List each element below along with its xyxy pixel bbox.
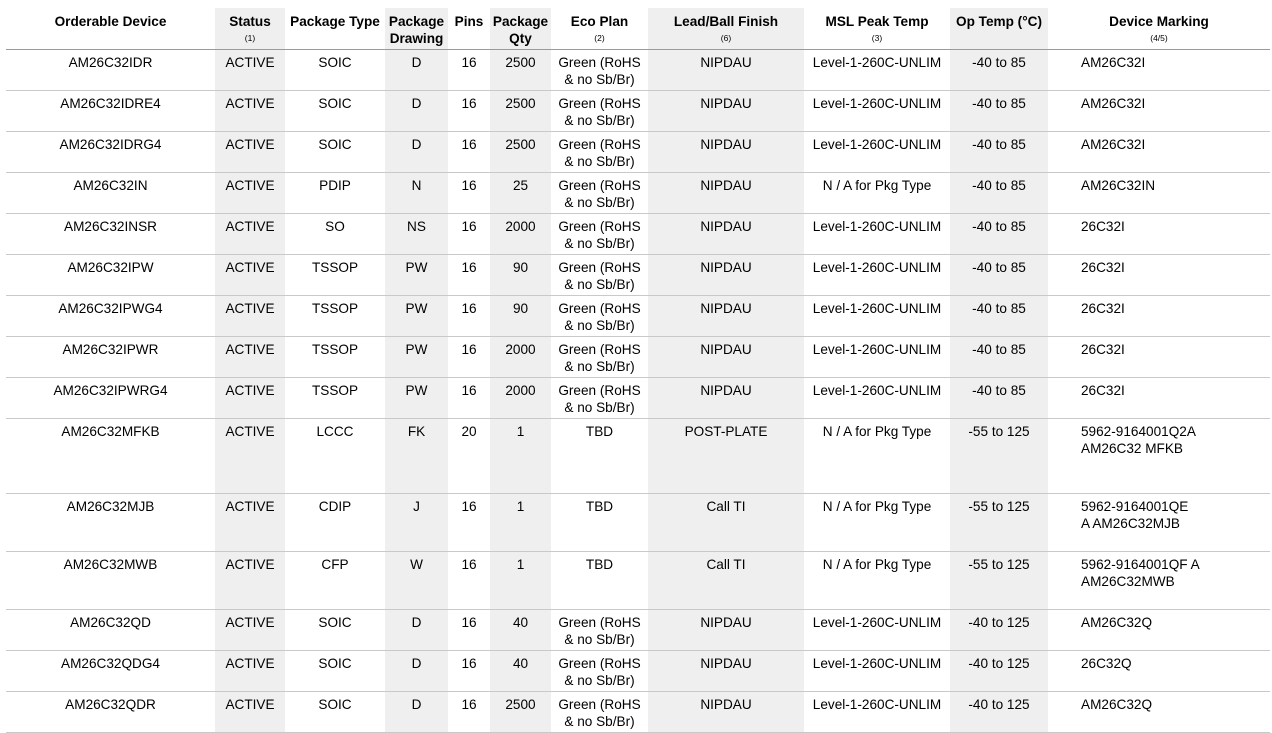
cell-package-qty: 90 — [490, 296, 551, 337]
cell-status: ACTIVE — [215, 494, 285, 552]
cell-op-temp: -40 to 125 — [950, 692, 1048, 733]
cell-status: ACTIVE — [215, 610, 285, 651]
cell-device-marking — [1048, 610, 1270, 651]
cell-orderable-device: AM26C32INSR — [6, 214, 215, 255]
cell-package-type: TSSOP — [285, 296, 385, 337]
cell-package-drawing: PW — [385, 378, 448, 419]
header-note: (6) — [720, 33, 732, 43]
header-label: Package Drawing — [388, 14, 445, 46]
cell-orderable-device: AM26C32IDRG4 — [6, 132, 215, 173]
cell-package-type: CDIP — [285, 494, 385, 552]
cell-status: ACTIVE — [215, 337, 285, 378]
cell-pins: 16 — [448, 214, 490, 255]
device-marking-text: 26C32I — [1081, 301, 1125, 316]
device-marking-text: AM26C32IN — [1081, 178, 1156, 193]
cell-package-qty: 2500 — [490, 91, 551, 132]
cell-status: ACTIVE — [215, 419, 285, 494]
cell-package-qty: 2000 — [490, 337, 551, 378]
cell-device-marking — [1048, 419, 1270, 494]
header-pins — [448, 8, 490, 50]
table-row — [6, 552, 1270, 610]
cell-eco-plan — [551, 50, 648, 91]
cell-msl-peak-temp: Level-1-260C-UNLIM — [804, 214, 950, 255]
eco-plan-text: Green (RoHS & no Sb/Br) — [558, 96, 641, 128]
header-package-qty — [490, 8, 551, 50]
header-label: Status — [229, 14, 271, 29]
cell-orderable-device: AM26C32QD — [6, 610, 215, 651]
cell-msl-peak-temp: Level-1-260C-UNLIM — [804, 378, 950, 419]
header-lead-ball-finish — [648, 8, 804, 50]
table-row — [6, 494, 1270, 552]
cell-pins: 16 — [448, 337, 490, 378]
cell-pins: 16 — [448, 552, 490, 610]
device-marking-text: AM26C32I — [1081, 137, 1146, 152]
cell-package-drawing: PW — [385, 337, 448, 378]
table-row — [6, 610, 1270, 651]
cell-eco-plan — [551, 255, 648, 296]
cell-msl-peak-temp: N / A for Pkg Type — [804, 494, 950, 552]
cell-package-qty: 25 — [490, 173, 551, 214]
cell-msl-peak-temp: Level-1-260C-UNLIM — [804, 692, 950, 733]
cell-status: ACTIVE — [215, 296, 285, 337]
eco-plan-text: Green (RoHS & no Sb/Br) — [558, 55, 641, 87]
cell-device-marking — [1048, 378, 1270, 419]
cell-op-temp: -40 to 125 — [950, 610, 1048, 651]
header-device-marking — [1048, 8, 1270, 50]
cell-package-drawing: PW — [385, 255, 448, 296]
cell-eco-plan — [551, 173, 648, 214]
eco-plan-text: Green (RoHS & no Sb/Br) — [558, 615, 641, 647]
cell-msl-peak-temp: N / A for Pkg Type — [804, 173, 950, 214]
cell-status: ACTIVE — [215, 214, 285, 255]
header-label: Eco Plan — [570, 14, 629, 29]
device-marking-text: AM26C32I — [1081, 96, 1146, 111]
header-label: Lead/Ball Finish — [673, 14, 779, 29]
eco-plan-text: Green (RoHS & no Sb/Br) — [558, 342, 641, 374]
cell-pins: 16 — [448, 651, 490, 692]
cell-pins: 16 — [448, 255, 490, 296]
cell-package-type: TSSOP — [285, 337, 385, 378]
cell-lead-ball-finish: NIPDAU — [648, 132, 804, 173]
device-marking-text: AM26C32I — [1081, 55, 1146, 70]
device-marking-text: 26C32I — [1081, 342, 1125, 357]
cell-op-temp: -40 to 85 — [950, 91, 1048, 132]
cell-package-type: SOIC — [285, 91, 385, 132]
device-marking-text: AM26C32Q — [1081, 615, 1153, 630]
cell-lead-ball-finish: NIPDAU — [648, 50, 804, 91]
cell-package-drawing: NS — [385, 214, 448, 255]
cell-package-type: SOIC — [285, 132, 385, 173]
header-label: Op Temp (°C) — [956, 14, 1042, 29]
cell-pins: 16 — [448, 173, 490, 214]
cell-device-marking — [1048, 91, 1270, 132]
header-msl-peak-temp — [804, 8, 950, 50]
cell-pins: 16 — [448, 296, 490, 337]
cell-device-marking — [1048, 296, 1270, 337]
eco-plan-text: TBD — [585, 557, 614, 572]
cell-op-temp: -40 to 85 — [950, 132, 1048, 173]
cell-device-marking — [1048, 494, 1270, 552]
cell-op-temp: -40 to 125 — [950, 651, 1048, 692]
cell-eco-plan — [551, 337, 648, 378]
cell-eco-plan — [551, 494, 648, 552]
cell-package-drawing: PW — [385, 296, 448, 337]
cell-device-marking — [1048, 651, 1270, 692]
header-label: MSL Peak Temp — [825, 14, 929, 29]
cell-orderable-device: AM26C32IPW — [6, 255, 215, 296]
cell-pins: 16 — [448, 378, 490, 419]
cell-package-qty: 1 — [490, 419, 551, 494]
table-row — [6, 173, 1270, 214]
cell-status: ACTIVE — [215, 132, 285, 173]
header-package-type — [285, 8, 385, 50]
cell-msl-peak-temp: Level-1-260C-UNLIM — [804, 337, 950, 378]
cell-msl-peak-temp: Level-1-260C-UNLIM — [804, 132, 950, 173]
cell-package-drawing: D — [385, 91, 448, 132]
cell-package-qty: 2000 — [490, 214, 551, 255]
cell-package-type: TSSOP — [285, 255, 385, 296]
cell-package-qty: 90 — [490, 255, 551, 296]
device-marking-text: 26C32I — [1081, 219, 1125, 234]
cell-op-temp: -40 to 85 — [950, 255, 1048, 296]
eco-plan-text: Green (RoHS & no Sb/Br) — [558, 301, 641, 333]
header-label: Pins — [454, 14, 484, 29]
cell-device-marking — [1048, 337, 1270, 378]
cell-orderable-device: AM26C32IPWR — [6, 337, 215, 378]
cell-status: ACTIVE — [215, 651, 285, 692]
cell-msl-peak-temp: Level-1-260C-UNLIM — [804, 296, 950, 337]
cell-package-qty: 40 — [490, 610, 551, 651]
eco-plan-text: TBD — [585, 499, 614, 514]
cell-op-temp: -55 to 125 — [950, 419, 1048, 494]
cell-lead-ball-finish: NIPDAU — [648, 91, 804, 132]
cell-op-temp: -40 to 85 — [950, 50, 1048, 91]
cell-package-type: SOIC — [285, 651, 385, 692]
cell-package-drawing: N — [385, 173, 448, 214]
cell-status: ACTIVE — [215, 255, 285, 296]
table-row — [6, 91, 1270, 132]
cell-package-drawing: W — [385, 552, 448, 610]
device-marking-text: AM26C32Q — [1081, 697, 1153, 712]
cell-msl-peak-temp: N / A for Pkg Type — [804, 552, 950, 610]
cell-lead-ball-finish: NIPDAU — [648, 651, 804, 692]
cell-orderable-device: AM26C32QDR — [6, 692, 215, 733]
cell-eco-plan — [551, 419, 648, 494]
cell-device-marking — [1048, 173, 1270, 214]
cell-msl-peak-temp: Level-1-260C-UNLIM — [804, 50, 950, 91]
cell-eco-plan — [551, 552, 648, 610]
table-row — [6, 296, 1270, 337]
table-row — [6, 651, 1270, 692]
cell-pins: 16 — [448, 610, 490, 651]
cell-pins: 20 — [448, 419, 490, 494]
cell-device-marking — [1048, 692, 1270, 733]
cell-device-marking — [1048, 255, 1270, 296]
device-marking-text: 5962-9164001QF A AM26C32MWB — [1081, 557, 1199, 589]
cell-msl-peak-temp: Level-1-260C-UNLIM — [804, 610, 950, 651]
cell-eco-plan — [551, 610, 648, 651]
header-status — [215, 8, 285, 50]
cell-package-drawing: D — [385, 50, 448, 91]
cell-orderable-device: AM26C32IN — [6, 173, 215, 214]
table-row — [6, 50, 1270, 91]
cell-lead-ball-finish: Call TI — [648, 494, 804, 552]
cell-lead-ball-finish: POST-PLATE — [648, 419, 804, 494]
cell-device-marking — [1048, 132, 1270, 173]
cell-package-drawing: D — [385, 132, 448, 173]
eco-plan-text: Green (RoHS & no Sb/Br) — [558, 383, 641, 415]
header-package-drawing — [385, 8, 448, 50]
cell-orderable-device: AM26C32MJB — [6, 494, 215, 552]
cell-package-type: SOIC — [285, 692, 385, 733]
table-body — [6, 50, 1270, 733]
cell-eco-plan — [551, 132, 648, 173]
cell-package-qty: 2500 — [490, 50, 551, 91]
cell-orderable-device: AM26C32MFKB — [6, 419, 215, 494]
cell-package-type: LCCC — [285, 419, 385, 494]
header-row — [6, 8, 1270, 50]
cell-package-type: PDIP — [285, 173, 385, 214]
cell-package-qty: 1 — [490, 552, 551, 610]
cell-package-type: SOIC — [285, 50, 385, 91]
cell-eco-plan — [551, 91, 648, 132]
cell-eco-plan — [551, 651, 648, 692]
table-row — [6, 214, 1270, 255]
cell-lead-ball-finish: NIPDAU — [648, 692, 804, 733]
table-row — [6, 255, 1270, 296]
device-marking-text: 26C32I — [1081, 383, 1125, 398]
header-note: (3) — [871, 33, 883, 43]
cell-orderable-device: AM26C32IDRE4 — [6, 91, 215, 132]
cell-status: ACTIVE — [215, 378, 285, 419]
cell-eco-plan — [551, 692, 648, 733]
cell-eco-plan — [551, 296, 648, 337]
cell-status: ACTIVE — [215, 91, 285, 132]
cell-pins: 16 — [448, 494, 490, 552]
table-row — [6, 692, 1270, 733]
table-row — [6, 378, 1270, 419]
cell-lead-ball-finish: NIPDAU — [648, 255, 804, 296]
cell-package-drawing: FK — [385, 419, 448, 494]
cell-package-type: SOIC — [285, 610, 385, 651]
cell-package-qty: 2000 — [490, 378, 551, 419]
eco-plan-text: Green (RoHS & no Sb/Br) — [558, 219, 641, 251]
cell-pins: 16 — [448, 132, 490, 173]
cell-lead-ball-finish: NIPDAU — [648, 296, 804, 337]
cell-orderable-device: AM26C32QDG4 — [6, 651, 215, 692]
cell-package-qty: 2500 — [490, 692, 551, 733]
cell-package-drawing: D — [385, 610, 448, 651]
cell-op-temp: -55 to 125 — [950, 552, 1048, 610]
cell-device-marking — [1048, 50, 1270, 91]
header-orderable-device — [6, 8, 215, 50]
cell-package-drawing: J — [385, 494, 448, 552]
header-eco-plan — [551, 8, 648, 50]
eco-plan-text: Green (RoHS & no Sb/Br) — [558, 697, 641, 729]
cell-status: ACTIVE — [215, 173, 285, 214]
cell-msl-peak-temp: N / A for Pkg Type — [804, 419, 950, 494]
cell-status: ACTIVE — [215, 552, 285, 610]
cell-lead-ball-finish: NIPDAU — [648, 214, 804, 255]
cell-pins: 16 — [448, 91, 490, 132]
cell-pins: 16 — [448, 692, 490, 733]
device-marking-text: 26C32Q — [1081, 656, 1132, 671]
cell-package-type: CFP — [285, 552, 385, 610]
cell-op-temp: -40 to 85 — [950, 337, 1048, 378]
cell-pins: 16 — [448, 50, 490, 91]
cell-msl-peak-temp: Level-1-260C-UNLIM — [804, 255, 950, 296]
table-row — [6, 337, 1270, 378]
table-row — [6, 419, 1270, 494]
cell-op-temp: -40 to 85 — [950, 296, 1048, 337]
header-label: Orderable Device — [54, 14, 167, 29]
cell-eco-plan — [551, 378, 648, 419]
cell-op-temp: -55 to 125 — [950, 494, 1048, 552]
header-label: Package Qty — [492, 14, 549, 46]
header-note: (2) — [594, 33, 605, 43]
cell-status: ACTIVE — [215, 692, 285, 733]
cell-orderable-device: AM26C32MWB — [6, 552, 215, 610]
table-header — [6, 8, 1270, 50]
cell-eco-plan — [551, 214, 648, 255]
cell-op-temp: -40 to 85 — [950, 173, 1048, 214]
cell-orderable-device: AM26C32IDR — [6, 50, 215, 91]
cell-device-marking — [1048, 552, 1270, 610]
eco-plan-text: TBD — [585, 424, 614, 439]
orderable-devices-table — [6, 8, 1270, 733]
device-marking-text: 26C32I — [1081, 260, 1125, 275]
cell-package-qty: 40 — [490, 651, 551, 692]
cell-orderable-device: AM26C32IPWRG4 — [6, 378, 215, 419]
header-note: (4/5) — [1150, 33, 1168, 43]
cell-package-type: SO — [285, 214, 385, 255]
header-label: Package Type — [290, 14, 380, 29]
cell-lead-ball-finish: NIPDAU — [648, 378, 804, 419]
cell-package-type: TSSOP — [285, 378, 385, 419]
cell-lead-ball-finish: NIPDAU — [648, 610, 804, 651]
header-op-temp — [950, 8, 1048, 50]
header-note: (1) — [244, 33, 256, 43]
device-marking-text: 5962-9164001QE A AM26C32MJB — [1081, 499, 1189, 531]
device-marking-text: 5962-9164001Q2A AM26C32 MFKB — [1081, 424, 1196, 456]
eco-plan-text: Green (RoHS & no Sb/Br) — [558, 137, 641, 169]
cell-lead-ball-finish: Call TI — [648, 552, 804, 610]
cell-msl-peak-temp: Level-1-260C-UNLIM — [804, 91, 950, 132]
cell-device-marking — [1048, 214, 1270, 255]
cell-msl-peak-temp: Level-1-260C-UNLIM — [804, 651, 950, 692]
cell-status: ACTIVE — [215, 50, 285, 91]
cell-orderable-device: AM26C32IPWG4 — [6, 296, 215, 337]
cell-lead-ball-finish: NIPDAU — [648, 173, 804, 214]
cell-lead-ball-finish: NIPDAU — [648, 337, 804, 378]
cell-package-drawing: D — [385, 692, 448, 733]
header-label: Device Marking — [1109, 14, 1209, 29]
cell-package-qty: 1 — [490, 494, 551, 552]
eco-plan-text: Green (RoHS & no Sb/Br) — [558, 656, 641, 688]
eco-plan-text: Green (RoHS & no Sb/Br) — [558, 260, 641, 292]
cell-op-temp: -40 to 85 — [950, 378, 1048, 419]
table-row — [6, 132, 1270, 173]
cell-package-drawing: D — [385, 651, 448, 692]
cell-package-qty: 2500 — [490, 132, 551, 173]
cell-op-temp: -40 to 85 — [950, 214, 1048, 255]
eco-plan-text: Green (RoHS & no Sb/Br) — [558, 178, 641, 210]
